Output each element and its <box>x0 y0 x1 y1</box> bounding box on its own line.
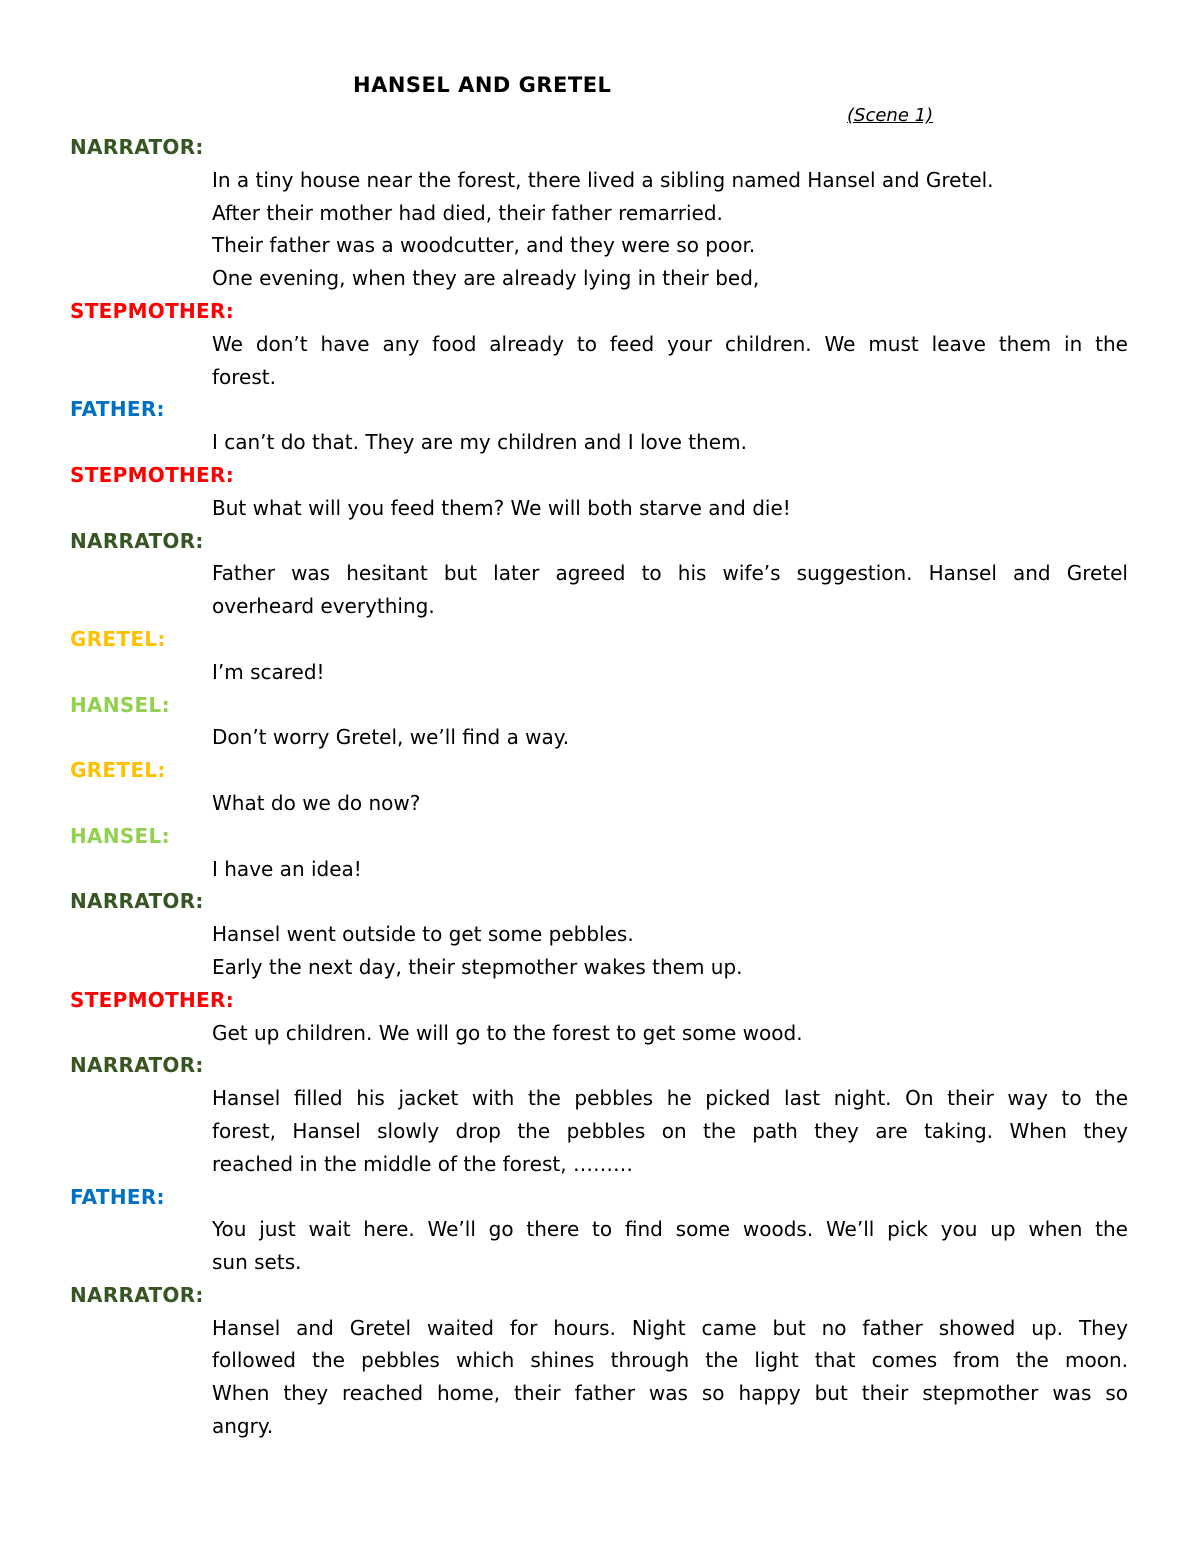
dialogue-line: I’m scared! <box>212 659 325 684</box>
dialogue-line: Get up children. We will go to the forest to get some wood. <box>212 1020 803 1045</box>
dialogue-entry <box>70 1181 1128 1279</box>
document-title: HANSEL AND GRETEL <box>353 73 612 97</box>
dialogue-line: In a tiny house near the forest, there lived a sibling named Hansel and Gretel. <box>212 167 994 192</box>
speaker-label-father: FATHER: <box>70 1184 165 1209</box>
dialogue-line: forest. <box>212 364 276 389</box>
dialogue-line: You just wait here. We’ll go there to find some woods. We’ll pick you up when the <box>212 1217 1128 1242</box>
dialogue-line: Father was hesitant but later agreed to his wife’s suggestion. Hansel and Gretel <box>212 561 1128 586</box>
dialogue-entry <box>70 131 1128 295</box>
dialogue-line: Hansel and Gretel waited for hours. Night came but no father showed up. They <box>212 1315 1128 1340</box>
dialogue-line: Early the next day, their stepmother wakes them up. <box>212 954 743 979</box>
speaker-label-narrator: NARRATOR: <box>70 135 204 159</box>
speaker-label-hansel: HANSEL: <box>70 692 170 717</box>
speaker-label-narrator: NARRATOR: <box>70 528 204 553</box>
dialogue-line: But what will you feed them? We will both starve and die! <box>212 495 791 520</box>
dialogue-line: followed the pebbles which shines through the light that comes from the moon. <box>212 1348 1128 1373</box>
speaker-label-stepmother: STEPMOTHER: <box>70 987 235 1012</box>
script-body <box>70 131 1128 1443</box>
speaker-label-narrator: NARRATOR: <box>70 1282 204 1307</box>
dialogue-line: We don’t have any food already to feed your children. We must leave them in the <box>212 331 1128 356</box>
dialogue-entry <box>70 754 1128 820</box>
dialogue-line: forest, Hansel slowly drop the pebbles on the path they are taking. When they <box>212 1118 1128 1143</box>
dialogue-line: When they reached home, their father was so happy but their stepmother was so <box>212 1381 1128 1406</box>
speaker-label-gretel: GRETEL: <box>70 626 166 651</box>
dialogue-line: After their mother had died, their father remarried. <box>212 200 723 225</box>
scene-label: (Scene 1) <box>847 105 934 126</box>
dialogue-entry <box>70 1049 1128 1180</box>
dialogue-entry <box>70 393 1128 459</box>
dialogue-line: Don’t worry Gretel, we’ll find a way. <box>212 725 570 750</box>
speaker-label-stepmother: STEPMOTHER: <box>70 462 235 487</box>
dialogue-line: sun sets. <box>212 1250 302 1275</box>
dialogue-line: I have an idea! <box>212 856 362 881</box>
dialogue-entry <box>70 295 1128 393</box>
speaker-label-hansel: HANSEL: <box>70 823 170 848</box>
speaker-label-stepmother: STEPMOTHER: <box>70 298 235 323</box>
dialogue-line: reached in the middle of the forest, ……… <box>212 1151 633 1176</box>
dialogue-entry <box>70 885 1128 983</box>
dialogue-line: Hansel filled his jacket with the pebbles he picked last night. On their way to the <box>212 1086 1128 1111</box>
dialogue-line: Their father was a woodcutter, and they were so poor. <box>212 233 756 258</box>
dialogue-line: I can’t do that. They are my children and I love them. <box>212 430 747 455</box>
speaker-label-narrator: NARRATOR: <box>70 889 204 914</box>
dialogue-line: One evening, when they are already lying in their bed, <box>212 266 760 291</box>
dialogue-entry <box>70 525 1128 623</box>
dialogue-entry <box>70 689 1128 755</box>
speaker-label-father: FATHER: <box>70 397 165 422</box>
dialogue-line: Hansel went outside to get some pebbles. <box>212 922 634 947</box>
dialogue-entry <box>70 984 1128 1050</box>
dialogue-line: What do we do now? <box>212 790 421 815</box>
dialogue-entry <box>70 459 1128 525</box>
dialogue-entry <box>70 1279 1128 1443</box>
dialogue-line: overheard everything. <box>212 594 435 619</box>
dialogue-entry <box>70 623 1128 689</box>
speaker-label-gretel: GRETEL: <box>70 758 166 783</box>
speaker-label-narrator: NARRATOR: <box>70 1053 204 1078</box>
dialogue-entry <box>70 820 1128 886</box>
dialogue-line: angry. <box>212 1414 274 1439</box>
